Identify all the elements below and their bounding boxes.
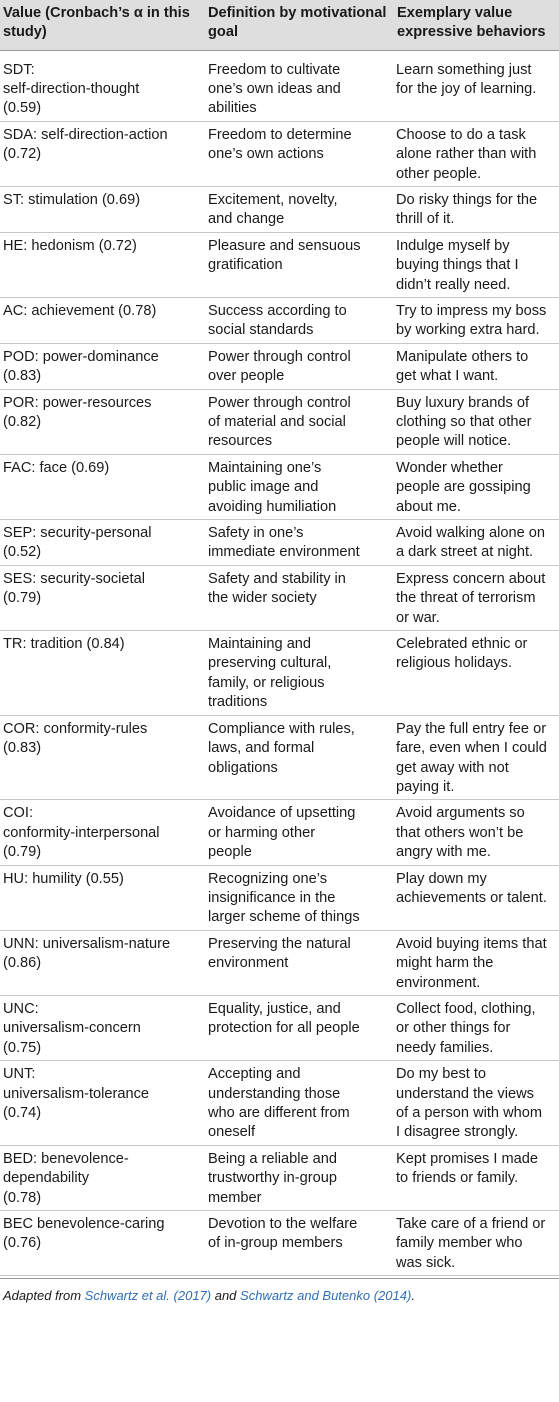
value-cell: COI: conformity-interpersonal (0.79) (0, 800, 205, 865)
table-footnote (3, 1288, 415, 1303)
table-row (0, 565, 559, 630)
definition-cell: Power through control over people (205, 343, 394, 389)
reference-link-schwartz-2017[interactable]: Schwartz et al. (2017) (84, 1288, 212, 1304)
value-cell: HU: humility (0.55) (0, 865, 205, 930)
behavior-cell: Collect food, clothing, or other things for needy families. (394, 995, 559, 1060)
header-behaviors: Exemplary value expressive behaviors (394, 0, 559, 50)
value-cell: HE: hedonism (0.72) (0, 232, 205, 297)
behavior-cell: Buy luxury brands of clothing so that other people will notice. (394, 389, 559, 454)
definition-cell: Maintaining one’s public image and avoiding humiliation (205, 454, 394, 519)
definition-cell: Accepting and understanding those who are different from oneself (205, 1061, 394, 1146)
value-cell: UNN: universalism-nature (0.86) (0, 930, 205, 995)
behavior-cell: Express concern about the threat of terrorism or war. (394, 565, 559, 630)
footnote-middle: and (211, 1288, 241, 1304)
value-cell: SDA: self-direction-action (0.72) (0, 121, 205, 186)
definition-cell: Excitement, novelty, and change (205, 186, 394, 232)
table-row (0, 50, 559, 121)
table-row (0, 232, 559, 297)
definition-cell: Power through control of material and social resources (205, 389, 394, 454)
behavior-cell: Avoid walking alone on a dark street at night. (394, 520, 559, 566)
value-cell: SES: security-societal (0.79) (0, 565, 205, 630)
value-cell: COR: conformity-rules (0.83) (0, 715, 205, 800)
table-row (0, 454, 559, 519)
value-cell: FAC: face (0.69) (0, 454, 205, 519)
definition-cell: Freedom to determine one’s own actions (205, 121, 394, 186)
behavior-cell: Take care of a friend or family member who was sick. (394, 1211, 559, 1276)
behavior-cell: Indulge myself by buying things that I didn’t really need. (394, 232, 559, 297)
behavior-cell: Do my best to understand the views of a person with whom I disagree strongly. (394, 1061, 559, 1146)
value-cell: BEC benevolence-caring (0.76) (0, 1211, 205, 1276)
table-row (0, 121, 559, 186)
table-row (0, 389, 559, 454)
table-row (0, 297, 559, 343)
header-definition: Definition by motivational goal (205, 0, 394, 50)
table-row (0, 800, 559, 865)
table-row (0, 995, 559, 1060)
table-row (0, 1211, 559, 1276)
header-value: Value (Cronbach’s α in this study) (0, 0, 205, 50)
value-cell: BED: benevolence- dependability (0.78) (0, 1145, 205, 1210)
behavior-cell: Try to impress my boss by working extra hard. (394, 297, 559, 343)
behavior-cell: Play down my achievements or talent. (394, 865, 559, 930)
behavior-cell: Celebrated ethnic or religious holidays. (394, 631, 559, 716)
value-cell: UNT: universalism-tolerance (0.74) (0, 1061, 205, 1146)
value-cell: UNC: universalism-concern (0.75) (0, 995, 205, 1060)
definition-cell: Being a reliable and trustworthy in-group member (205, 1145, 394, 1210)
value-cell: ST: stimulation (0.69) (0, 186, 205, 232)
value-cell: SDT: self-direction-thought (0.59) (0, 50, 205, 121)
definition-cell: Pleasure and sensuous gratification (205, 232, 394, 297)
definition-cell: Freedom to cultivate one’s own ideas and abilities (205, 50, 394, 121)
table-row (0, 865, 559, 930)
value-cell: AC: achievement (0.78) (0, 297, 205, 343)
behavior-cell: Wonder whether people are gossiping about me. (394, 454, 559, 519)
table-row (0, 1061, 559, 1146)
definition-cell: Recognizing one’s insignificance in the larger scheme of things (205, 865, 394, 930)
value-cell: POD: power-dominance (0.83) (0, 343, 205, 389)
behavior-cell: Avoid buying items that might harm the environment. (394, 930, 559, 995)
behavior-cell: Avoid arguments so that others won’t be angry with me. (394, 800, 559, 865)
behavior-cell: Pay the full entry fee or fare, even when I could get away with not paying it. (394, 715, 559, 800)
footnote-suffix: . (411, 1288, 415, 1304)
value-cell: SEP: security-personal (0.52) (0, 520, 205, 566)
table-row (0, 1145, 559, 1210)
definition-cell: Maintaining and preserving cultural, family, or religious traditions (205, 631, 394, 716)
definition-cell: Success according to social standards (205, 297, 394, 343)
definition-cell: Preserving the natural environment (205, 930, 394, 995)
definition-cell: Avoidance of upsetting or harming other people (205, 800, 394, 865)
value-cell: TR: tradition (0.84) (0, 631, 205, 716)
table-row (0, 930, 559, 995)
definition-cell: Devotion to the welfare of in-group members (205, 1211, 394, 1276)
table-row (0, 186, 559, 232)
footnote-divider (0, 1278, 559, 1279)
value-cell: POR: power-resources (0.82) (0, 389, 205, 454)
definition-cell: Safety and stability in the wider society (205, 565, 394, 630)
table-header-row (0, 0, 559, 50)
definition-cell: Safety in one’s immediate environment (205, 520, 394, 566)
behavior-cell: Kept promises I made to friends or family. (394, 1145, 559, 1210)
behavior-cell: Do risky things for the thrill of it. (394, 186, 559, 232)
behavior-cell: Manipulate others to get what I want. (394, 343, 559, 389)
reference-link-schwartz-butenko-2014[interactable]: Schwartz and Butenko (2014) (240, 1288, 412, 1304)
behavior-cell: Choose to do a task alone rather than with other people. (394, 121, 559, 186)
definition-cell: Equality, justice, and protection for all people (205, 995, 394, 1060)
behavior-cell: Learn something just for the joy of learning. (394, 50, 559, 121)
table-body (0, 50, 559, 1276)
table-row (0, 520, 559, 566)
table-row (0, 631, 559, 716)
table-row (0, 343, 559, 389)
definition-cell: Compliance with rules, laws, and formal obligations (205, 715, 394, 800)
footnote-prefix: Adapted from (3, 1288, 85, 1304)
table-row (0, 715, 559, 800)
